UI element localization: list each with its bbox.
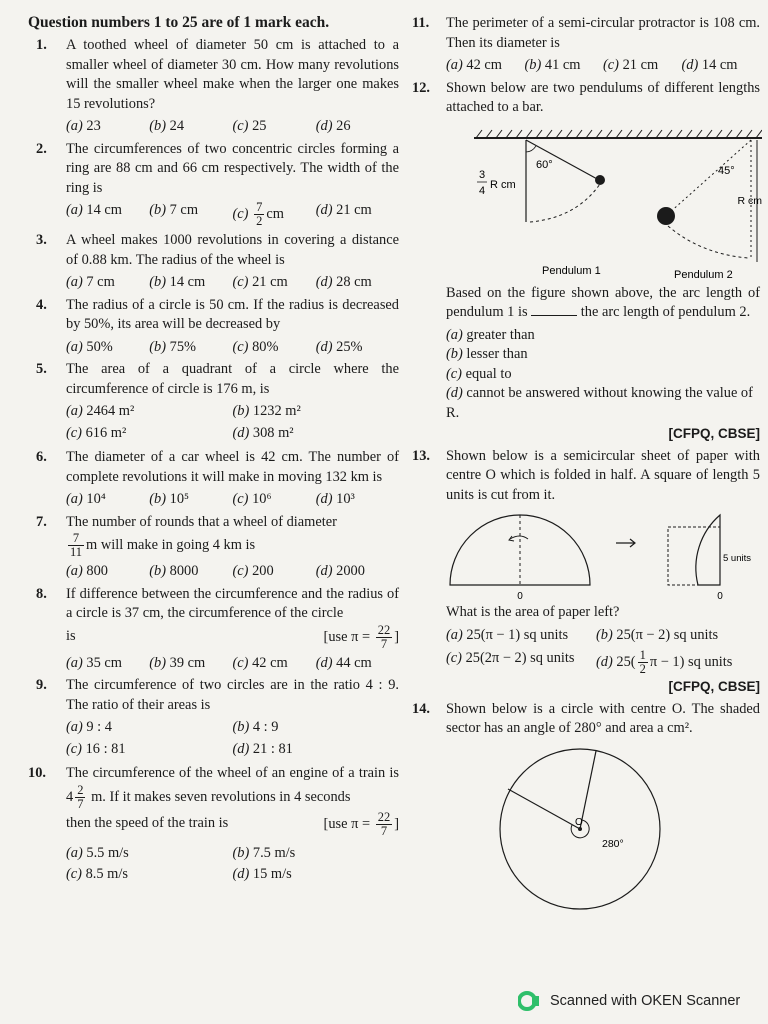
option-b[interactable]: (b) 7.5 m/s (232, 844, 296, 861)
formula-hint-row: is [use π = $\frac{22}{7}$ ] (66, 622, 399, 651)
bar-hatching (476, 130, 762, 138)
formula-hint: [use π = $\frac{22}{7}$ ] (323, 622, 399, 651)
option-d[interactable]: (d) cannot be answered without knowing the value of R. (446, 385, 753, 421)
options (66, 844, 399, 887)
fraction: $\frac{1}{2}$ (639, 648, 646, 676)
option-a[interactable]: (a) 42 cm (446, 57, 502, 73)
left-column (24, 14, 399, 890)
option-b[interactable]: (b) 39 cm (149, 654, 206, 671)
question-stem-2: Based on the figure shown above, the arc length of pendulum 1 is the arc length of pendulum 2. (446, 284, 760, 320)
question-stem: A toothed wheel of diameter 50 cm is attached to a smaller wheel of diameter 30 cm. How many revolutions will the smaller wheel make when the larger one makes 15 revolutions? (66, 37, 399, 112)
pendulum-2-angle: 45° (718, 164, 735, 177)
option-b[interactable]: (b) 24 (149, 118, 185, 134)
pendulum-1-arc (530, 184, 600, 222)
question-stem: The circumferences of two concentric circles forming a ring are 88 cm and 66 cm respectively. The width of the ring is (66, 140, 399, 196)
question-stem: The diameter of a car wheel is 42 cm. The number of complete revolutions it will make in moving 132 km is (66, 449, 399, 485)
question-8 (24, 585, 399, 674)
option-b[interactable]: (b) 41 cm (524, 57, 581, 73)
pendulum-1-length-num: 3 (478, 168, 486, 181)
question-number: 13. (412, 447, 430, 464)
option-a[interactable]: (a) 14 cm (66, 202, 122, 218)
options (66, 338, 399, 358)
pendulum-1-bob (595, 175, 605, 185)
option-a[interactable]: (a) 5.5 m/s (66, 844, 129, 861)
option-c[interactable]: (c) 21 cm (232, 274, 288, 290)
question-number: 10. (28, 765, 46, 781)
option-c[interactable]: (c) $\frac{7}{2}$ cm (232, 200, 284, 228)
question-prompt: What is the area of paper left? (446, 604, 620, 620)
question-stem: Shown below is a semicircular sheet of paper with centre O which is folded in half. A square of length 5 units is cut from it. (446, 447, 760, 503)
folded-quadrant (696, 515, 720, 585)
option-b[interactable]: (b) 25(π − 2) sq units (596, 626, 719, 643)
option-b[interactable]: (b) 75% (149, 338, 197, 355)
pendulum-2-label: Pendulum 2 (674, 268, 733, 281)
question-stem: A wheel makes 1000 revolutions in covering a distance of 0.88 km. The radius of the wheel is (66, 232, 399, 268)
pendulum-figure (446, 122, 762, 282)
options (66, 402, 399, 445)
option-b[interactable]: (b) 10⁵ (149, 491, 190, 507)
option-c[interactable]: (c) 21 cm (603, 57, 659, 73)
question-stem: The circumference of two circles are in the ratio 4 : 9. The ratio of their areas is (66, 677, 399, 713)
options (446, 56, 760, 76)
question-13 (412, 447, 760, 697)
option-a[interactable]: (a) 10⁴ (66, 491, 106, 507)
option-c[interactable]: (c) equal to (446, 365, 512, 382)
scanner-text: Scanned with OKEN Scanner (550, 993, 741, 1009)
pendulum-1-label: Pendulum 1 (542, 264, 601, 277)
question-stem: The number of rounds that a wheel of diameter $\frac{7}{11}$ m will make in going 4 km is (66, 513, 337, 559)
option-b[interactable]: (b) 14 cm (149, 274, 206, 290)
question-number: 5. (36, 361, 47, 377)
sector-angle-label: 280° (602, 837, 624, 850)
question-10 (24, 764, 399, 887)
options (66, 273, 399, 293)
option-d[interactable]: (d) 10³ (315, 491, 355, 507)
question-number: 14. (412, 700, 430, 717)
options (446, 626, 760, 677)
option-c[interactable]: (c) 10⁶ (232, 491, 272, 507)
question-number: 12. (412, 79, 430, 96)
question-stem: The circumference of the wheel of an engine of a train is 4 $\frac{2}{7}$ m. If it makes seven revolutions in 4 seconds (66, 765, 399, 811)
centre-label-2: 0 (717, 591, 723, 601)
question-stem: Shown below are two pendulums of different lengths attached to a bar. (446, 79, 760, 115)
option-c[interactable]: (c) 8.5 m/s (66, 866, 128, 882)
circle-sector-figure (446, 743, 762, 915)
option-d[interactable]: (d) 25% (315, 338, 363, 355)
question-stem: The area of a quadrant of a circle where the circumference of circle is 176 m, is (66, 361, 399, 397)
question-number: 4. (36, 296, 47, 313)
question-number: 3. (36, 232, 47, 248)
sector-radius-1 (508, 789, 580, 829)
semicircle-figure (446, 509, 762, 601)
options (66, 718, 399, 761)
options (66, 117, 399, 137)
option-b[interactable]: (b) 8000 (149, 563, 199, 579)
question-11 (412, 14, 760, 76)
fraction: $\frac{7}{11}$ (70, 531, 83, 559)
option-d[interactable]: (d) 26 (315, 118, 351, 134)
question-number: 9. (36, 677, 47, 693)
option-d[interactable]: (d) 2000 (315, 563, 365, 579)
option-b[interactable]: (b) 7 cm (149, 202, 199, 218)
semicircle-sheet (450, 515, 590, 585)
pendulum-1-angle: 60° (536, 158, 553, 171)
option-a[interactable]: (a) 7 cm (66, 274, 115, 290)
options (66, 201, 399, 228)
answer-blank (531, 303, 577, 316)
question-3 (24, 231, 399, 293)
fraction: $\frac{7}{2}$ (256, 200, 263, 228)
scanner-watermark (518, 990, 758, 1012)
option-a[interactable]: (a) greater than (446, 326, 535, 343)
pendulum-2-bob (657, 207, 675, 225)
question-9 (24, 676, 399, 761)
option-c[interactable]: (c) 616 m² (66, 424, 127, 441)
question-1 (24, 36, 399, 137)
question-7 (24, 513, 399, 582)
option-c[interactable]: (c) 16 : 81 (66, 740, 126, 757)
option-a[interactable]: (a) 50% (66, 338, 113, 355)
option-d[interactable]: (d) 14 cm (681, 57, 738, 73)
option-d[interactable]: (d) 25( $\frac{1}{2}$ π − 1) sq units (596, 648, 733, 676)
question-4 (24, 296, 399, 358)
option-b[interactable]: (b) 1232 m² (232, 403, 301, 419)
formula-hint-row: then the speed of the train is [use π = $\frac{22}{7}$ ] (66, 809, 399, 838)
question-12 (412, 79, 760, 444)
option-a[interactable]: (a) 9 : 4 (66, 719, 112, 735)
pendulum-2-length: R cm (737, 194, 762, 207)
option-c[interactable]: (c) 25(2π − 2) sq units (446, 650, 575, 666)
section-heading: Question numbers 1 to 25 are of 1 mark each. (28, 14, 330, 31)
formula-hint: [use π = $\frac{22}{7}$ ] (323, 809, 399, 838)
question-stem: The perimeter of a semi-circular protractor is 108 cm. Then its diameter is (446, 15, 760, 51)
cut-square (668, 527, 720, 585)
option-b[interactable]: (b) lesser than (446, 346, 528, 362)
right-column (412, 14, 760, 918)
option-a[interactable]: (a) 800 (66, 563, 108, 579)
option-d[interactable]: (d) 21 : 81 (232, 740, 293, 757)
question-5 (24, 360, 399, 445)
option-d[interactable]: (d) 15 m/s (232, 866, 292, 882)
question-14 (412, 700, 760, 915)
option-c[interactable]: (c) 80% (232, 338, 279, 355)
option-b[interactable]: (b) 4 : 9 (232, 719, 279, 735)
option-d[interactable]: (d) 28 cm (315, 274, 372, 290)
question-number: 6. (36, 449, 47, 465)
option-c[interactable]: (c) 200 (232, 563, 274, 579)
option-d[interactable]: (d) 21 cm (315, 202, 372, 218)
question-number: 7. (36, 513, 47, 530)
options (446, 326, 760, 424)
option-c[interactable]: (c) 42 cm (232, 654, 288, 671)
options (66, 490, 399, 510)
pendulum-2-arc (668, 226, 748, 258)
fraction: $\frac{22}{7}$ (377, 809, 391, 838)
question-2 (24, 140, 399, 229)
question-number: 11. (412, 15, 430, 31)
pendulum-1-length-den: 4 (478, 184, 486, 197)
centre-label-1: 0 (517, 591, 523, 601)
fold-arrow-icon (510, 536, 528, 539)
option-d[interactable]: (d) 44 cm (315, 654, 372, 671)
options (66, 562, 399, 582)
question-6 (24, 448, 399, 510)
pendulum-1-length-unit: R cm (490, 178, 516, 191)
option-a[interactable]: (a) 25(π − 1) sq units (446, 626, 569, 643)
option-d[interactable]: (d) 308 m² (232, 424, 294, 441)
question-number: 2. (36, 140, 47, 157)
question-number: 1. (36, 37, 47, 53)
oken-scanner-logo-icon (518, 990, 540, 1012)
option-a[interactable]: (a) 2464 m² (66, 403, 135, 419)
centre-label: O (575, 816, 583, 828)
question-stem: Shown below is a circle with centre O. The shaded sector has an angle of 280° and area a cm². (446, 700, 760, 736)
question-number: 8. (36, 585, 47, 602)
fraction: $\frac{2}{7}$ (77, 782, 84, 811)
source-tag: [CFPQ, CBSE] (668, 679, 760, 694)
option-c[interactable]: (c) 25 (232, 118, 267, 134)
side-length-label: 5 units (723, 553, 751, 564)
option-a[interactable]: (a) 23 (66, 118, 101, 134)
fraction: $\frac{22}{7}$ (377, 622, 391, 651)
options (66, 654, 399, 674)
question-stem: If difference between the circumference and the radius of a circle is 37 cm, the circumference of the circle (66, 585, 399, 621)
source-tag: [CFPQ, CBSE] (668, 426, 760, 441)
question-stem: The radius of a circle is 50 cm. If the radius is decreased by 50%, its area will be decreased by (66, 296, 399, 332)
option-a[interactable]: (a) 35 cm (66, 654, 122, 671)
pendulum-1-angle-arc (526, 146, 536, 152)
